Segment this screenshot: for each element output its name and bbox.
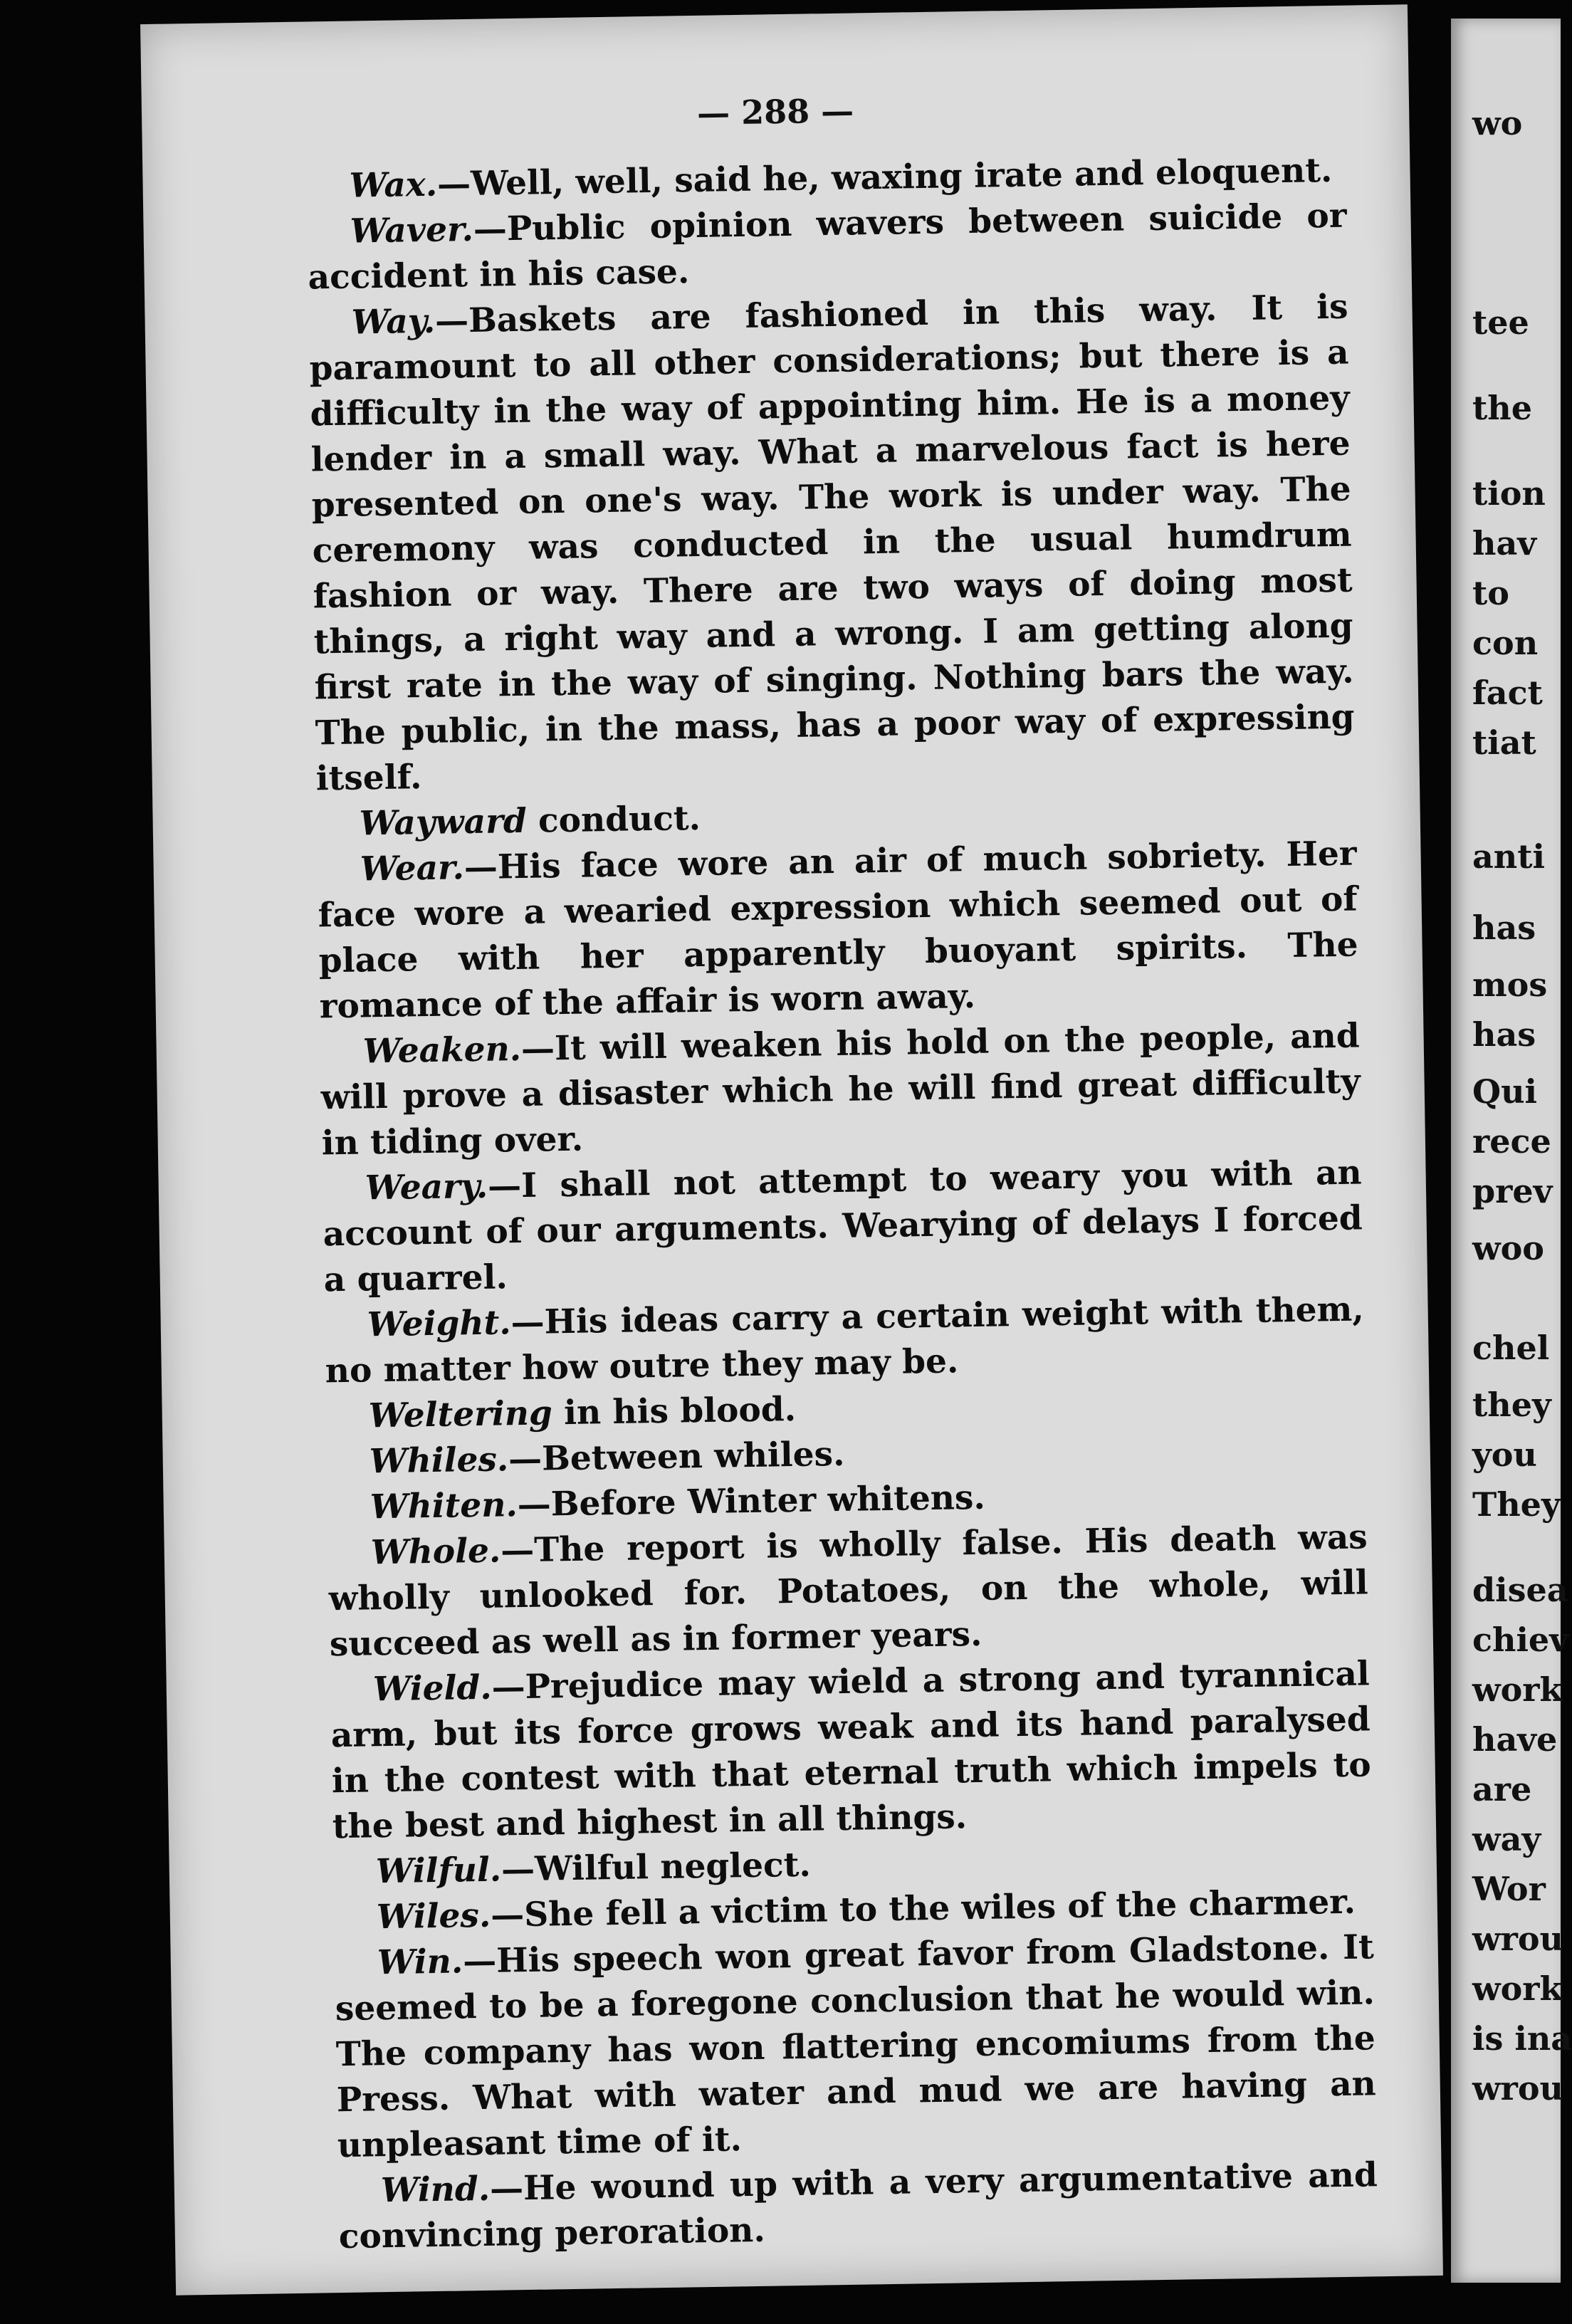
entry-term: Way. bbox=[351, 301, 436, 342]
adjacent-page-edge bbox=[1451, 19, 1572, 2283]
facing-page-fragment: wrou bbox=[1472, 1920, 1563, 1958]
facing-page-fragment: They bbox=[1472, 1485, 1561, 1524]
entry-text: —Prejudice may wield a strong and tyrannical arm, but its force grows weak and its hand paralysed in the contest with that eternal truth which impels to the best and highest in all things. bbox=[330, 1654, 1372, 1847]
facing-page-fragment: hav bbox=[1472, 524, 1536, 562]
dictionary-entry bbox=[328, 1514, 1369, 1668]
facing-page-fragment: con bbox=[1472, 624, 1539, 662]
facing-page-fragment: tion bbox=[1472, 474, 1546, 513]
facing-page-fragment: rece bbox=[1472, 1122, 1551, 1161]
dictionary-entry bbox=[320, 1013, 1361, 1166]
facing-page-fragment: chel bbox=[1472, 1329, 1550, 1367]
facing-page-fragment: have bbox=[1472, 1720, 1558, 1759]
dictionary-entry bbox=[322, 1150, 1363, 1303]
facing-page-fragment: disea bbox=[1472, 1571, 1568, 1609]
facing-page-fragment: prev bbox=[1472, 1172, 1553, 1210]
entry-text: in his blood. bbox=[552, 1389, 797, 1433]
entry-text: —I shall not attempt to weary you with an account of our arguments. Wearying of delays I forced a quarrel. bbox=[323, 1153, 1363, 1300]
entry-text: —Baskets are fashioned in this way. It is paramount to all other considerations; but there is a difficulty in the way of appointing him. He is a money lender in a small way. What a marvelous fact is here presented on one's way. The work is under way. The ceremony was conducted in the usual humdrum fashion or way. There are two ways of doing most things, a right way and a wrong. I am getting along first rate in the way of singing. Nothing bars the way. The public, in the mass, has a poor way of expressing itself. bbox=[309, 287, 1355, 799]
entry-term: Wax. bbox=[349, 164, 438, 206]
entry-term: Weary. bbox=[365, 1166, 488, 1208]
facing-page-fragment: anti bbox=[1472, 837, 1545, 876]
entry-text: —He wound up with a very argumentative and convincing peroration. bbox=[338, 2155, 1378, 2257]
facing-page-fragment: you bbox=[1472, 1435, 1537, 1474]
entry-text: —Well, well, said he, waxing irate and eloquent. bbox=[436, 150, 1333, 204]
facing-page-fragment: wrou bbox=[1472, 2069, 1563, 2108]
facing-page-fragment: mos bbox=[1472, 965, 1548, 1004]
entry-text: —Wilful neglect. bbox=[501, 1845, 812, 1890]
facing-page-fragment: wo bbox=[1472, 104, 1523, 142]
entry-term: Wind. bbox=[380, 2169, 491, 2211]
dictionary-entry bbox=[307, 194, 1348, 301]
facing-page-fragment: is ina bbox=[1472, 2019, 1572, 2058]
entry-text: —His face wore an air of much sobriety. Her face wore a wearied expression which seemed out of place with her apparently buoyant spirits. The romance of the affair is worn away. bbox=[318, 834, 1359, 1027]
entry-term: Whiles. bbox=[369, 1440, 509, 1482]
facing-page-fragment: has bbox=[1472, 1015, 1536, 1054]
facing-page-fragment: work bbox=[1472, 1670, 1563, 1709]
entry-text: —Public opinion wavers between suicide or accident in his case. bbox=[308, 196, 1347, 298]
facing-page-fragment: chiev bbox=[1472, 1621, 1568, 1659]
book-page bbox=[140, 4, 1443, 2296]
entry-term: Wiles. bbox=[376, 1895, 491, 1937]
facing-page-fragment: tiat bbox=[1472, 723, 1536, 762]
facing-page-fragment: Qui bbox=[1472, 1072, 1537, 1111]
entry-term: Weaken. bbox=[362, 1029, 522, 1072]
facing-page-fragment: they bbox=[1472, 1386, 1551, 1424]
facing-page-fragment: to bbox=[1472, 574, 1509, 612]
dictionary-entry bbox=[337, 2152, 1378, 2260]
facing-page-fragment: has bbox=[1472, 909, 1536, 947]
facing-page-fragment: woo bbox=[1472, 1229, 1544, 1267]
entry-text: —His speech won great favor from Gladstone. It seemed to be a foregone conclusion that he would win. The company has won flattering encomiums from the Press. What with water and mud we are having an unpleasant time of it. bbox=[335, 1927, 1377, 2166]
entry-text: —His ideas carry a certain weight with them, no matter how outre they may be. bbox=[325, 1289, 1365, 1391]
entry-term: Wayward bbox=[359, 801, 528, 844]
dictionary-entry bbox=[317, 831, 1359, 1030]
entry-term: Wilful. bbox=[375, 1850, 502, 1892]
page-number: — 288 — bbox=[696, 91, 854, 132]
entry-text: —She fell a victim to the wiles of the charmer. bbox=[490, 1882, 1356, 1935]
facing-page-fragment: the bbox=[1472, 389, 1532, 427]
entry-term: Weight. bbox=[367, 1303, 512, 1345]
entry-term: Waver. bbox=[350, 209, 474, 251]
entry-text: conduct. bbox=[526, 798, 701, 841]
entry-text: —Before Winter whitens. bbox=[517, 1477, 986, 1525]
entry-term: Wield. bbox=[372, 1668, 493, 1710]
entry-term: Whole. bbox=[370, 1531, 501, 1573]
facing-page-fragment: tee bbox=[1472, 303, 1529, 342]
entry-text: —The report is wholly false. His death was wholly unlooked for. Potatoes, on the whole, will succeed as well as in former years. bbox=[328, 1517, 1369, 1665]
facing-page-fragment: Wor bbox=[1472, 1870, 1546, 1908]
dictionary-entry bbox=[330, 1651, 1372, 1850]
entry-term: Weltering bbox=[368, 1393, 553, 1436]
facing-page-fragment: work bbox=[1472, 1969, 1563, 2008]
dictionary-entry bbox=[308, 285, 1356, 802]
page-text bbox=[306, 148, 1378, 2261]
dictionary-entry bbox=[334, 1925, 1377, 2169]
entry-term: Win. bbox=[377, 1942, 463, 1983]
facing-page-fragment: way bbox=[1472, 1820, 1541, 1858]
entry-text: —It will weaken his hold on the people, and will prove a disaster which he will find great difficulty in tiding over. bbox=[320, 1016, 1361, 1163]
entry-term: Whiten. bbox=[370, 1485, 518, 1527]
entry-text: —Between whiles. bbox=[508, 1434, 845, 1480]
entry-term: Wear. bbox=[360, 848, 465, 889]
dictionary-entry bbox=[324, 1287, 1365, 1394]
facing-page-fragment: fact bbox=[1472, 674, 1543, 712]
facing-page-fragment: are bbox=[1472, 1770, 1532, 1809]
